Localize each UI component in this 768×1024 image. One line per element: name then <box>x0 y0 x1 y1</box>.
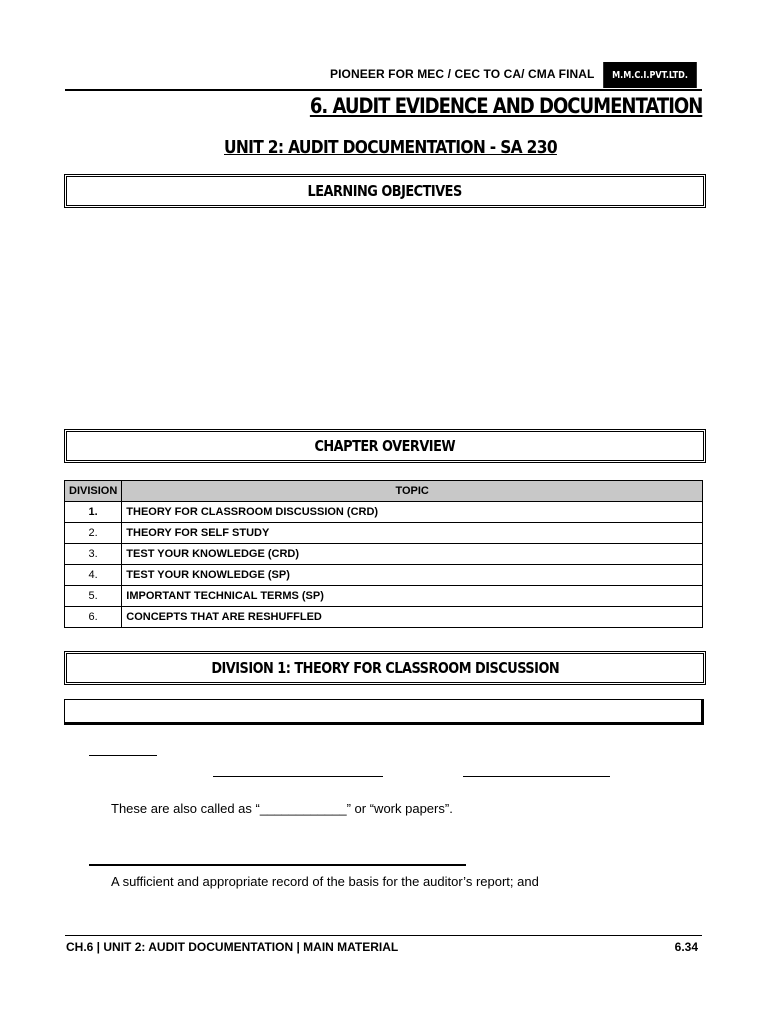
topic-header: TOPIC <box>122 481 703 502</box>
page-number: 6.34 <box>674 940 698 954</box>
footer-chapter-label: CH.6 | UNIT 2: AUDIT DOCUMENTATION | MAIN MATERIAL <box>66 940 399 954</box>
division-header: DIVISION <box>65 481 122 502</box>
table-row <box>65 523 703 544</box>
learning-objectives-heading <box>64 174 706 208</box>
topic-cell: THEORY FOR CLASSROOM DISCUSSION (CRD) <box>122 502 703 523</box>
brand-badge: M.M.C.I.PVT.LTD. <box>603 62 697 88</box>
learning-objectives-label: LEARNING OBJECTIVES <box>307 182 463 200</box>
division1-heading <box>64 651 706 685</box>
body-line-work-papers: These are also called as “____________” or “work papers”. <box>111 801 453 816</box>
header-tagline: PIONEER FOR MEC / CEC TO CA/ CMA FINAL <box>330 67 595 81</box>
topic-cell: IMPORTANT TECHNICAL TERMS (SP) <box>122 586 703 607</box>
table-row <box>65 565 703 586</box>
division-cell: 1. <box>65 502 122 523</box>
topic-cell: CONCEPTS THAT ARE RESHUFFLED <box>122 607 703 628</box>
blank-line <box>213 776 383 777</box>
topic-cell: TEST YOUR KNOWLEDGE (CRD) <box>122 544 703 565</box>
table-row <box>65 607 703 628</box>
division-cell: 6. <box>65 607 122 628</box>
blank-line <box>89 755 157 756</box>
division-cell: 4. <box>65 565 122 586</box>
division-cell: 3. <box>65 544 122 565</box>
chapter-title: 6. AUDIT EVIDENCE AND DOCUMENTATION <box>309 94 702 118</box>
unit-title: UNIT 2: AUDIT DOCUMENTATION - SA 230 <box>224 137 557 158</box>
topic-cell: TEST YOUR KNOWLEDGE (SP) <box>122 565 703 586</box>
body-line-sufficient-record: A sufficient and appropriate record of the basis for the auditor’s report; and <box>111 874 539 889</box>
chapter-overview-label: CHAPTER OVERVIEW <box>314 437 456 455</box>
watermark: ​ <box>367 483 392 510</box>
division1-label: DIVISION 1: THEORY FOR CLASSROOM DISCUSSION <box>211 659 559 677</box>
chapter-overview-heading <box>64 429 706 463</box>
header-rule <box>65 89 702 91</box>
table-row <box>65 544 703 565</box>
topic-cell: THEORY FOR SELF STUDY <box>122 523 703 544</box>
division-cell: 5. <box>65 586 122 607</box>
blank-line <box>463 776 610 777</box>
blank-line <box>89 864 466 866</box>
empty-heading-box <box>64 699 704 725</box>
footer-rule <box>65 935 702 936</box>
table-row <box>65 586 703 607</box>
division-cell: 2. <box>65 523 122 544</box>
